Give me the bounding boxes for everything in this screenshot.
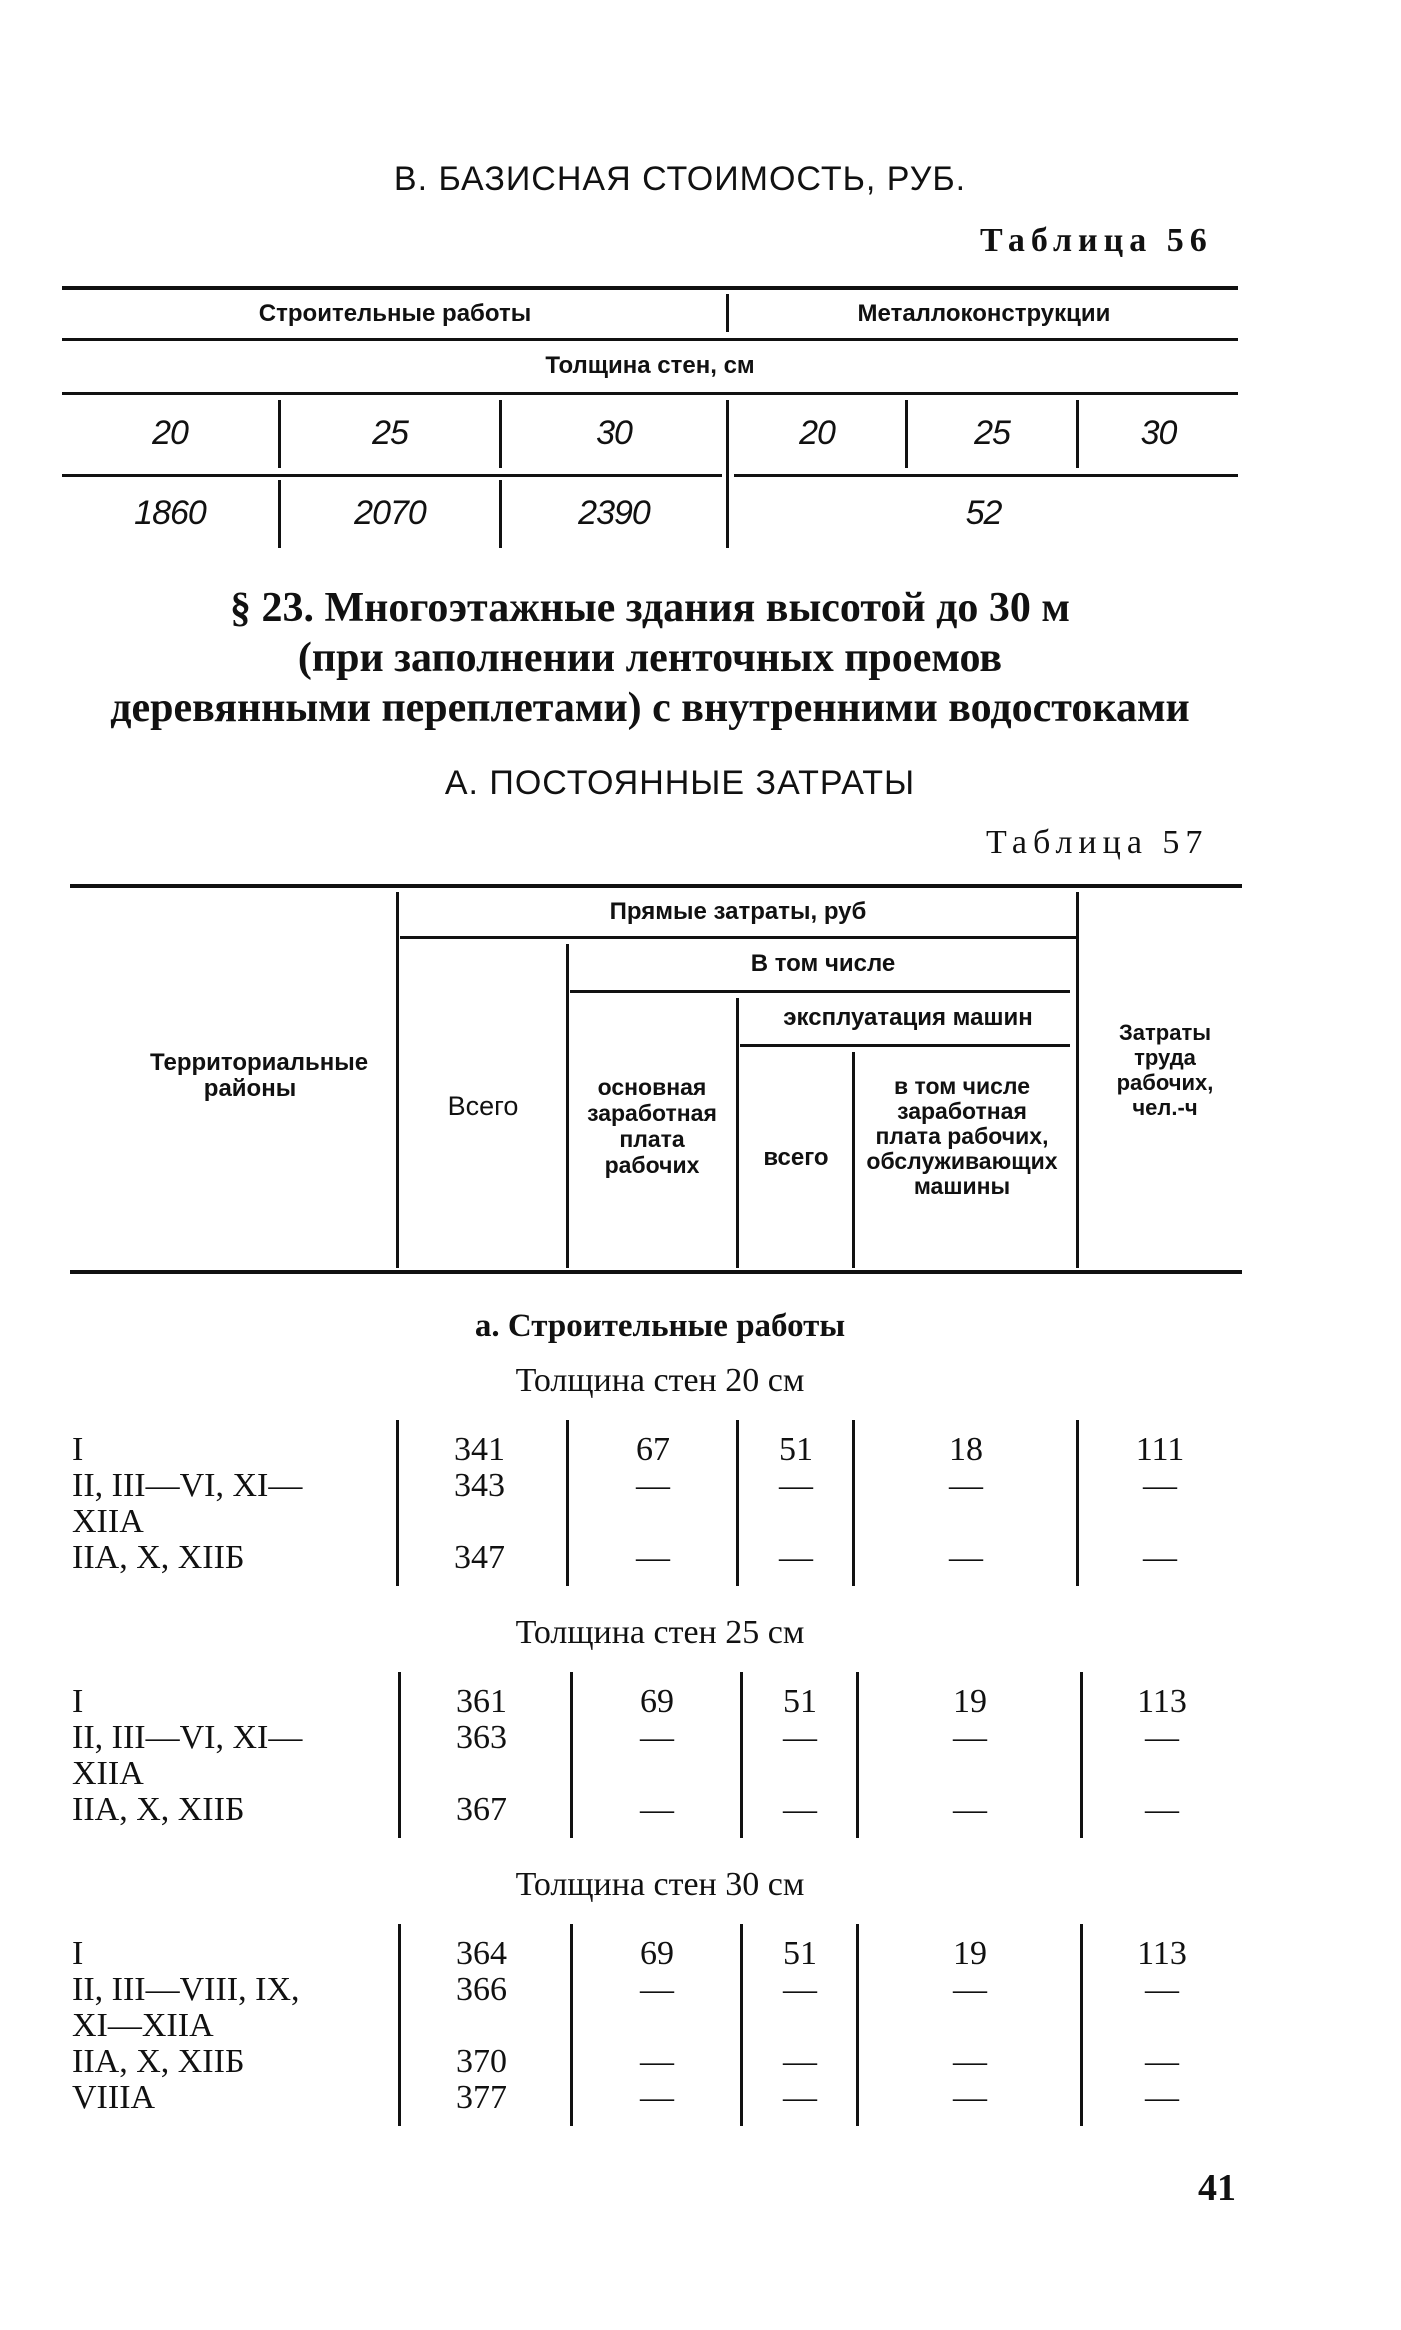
header-machine-wage: в том числе заработная плата рабочих, обслуживающих машины (866, 1073, 1058, 1199)
machine-wage-cell: 19 (953, 1935, 987, 1972)
total-cell: 377 (456, 2079, 507, 2116)
region-cell: II, III—VIII, IX, (72, 1971, 300, 2008)
wage-cell: — (640, 2079, 674, 2116)
region-cell: IIA, X, XIIБ (72, 2043, 245, 2080)
value-cell: 1860 (134, 494, 206, 532)
thickness-cell: 25 (372, 414, 408, 452)
machine-cell: — (783, 1971, 817, 2008)
total-cell: 364 (456, 1935, 507, 1972)
machine-wage-cell: — (953, 1791, 987, 1828)
machine-cell: 51 (779, 1431, 813, 1468)
machine-cell: — (783, 2079, 817, 2116)
machine-wage-cell: 19 (953, 1683, 987, 1720)
machine-wage-cell: — (949, 1539, 983, 1576)
wage-cell: 69 (640, 1935, 674, 1972)
region-cell: XI—XIIA (72, 2007, 214, 2044)
machine-cell: — (779, 1539, 813, 1576)
header-including: В том числе (750, 950, 896, 977)
table-57-label: Таблица 57 (986, 824, 1209, 861)
machine-cell: 51 (783, 1683, 817, 1720)
section-23-line-1: § 23. Многоэтажные здания высотой до 30 м (230, 585, 1070, 631)
total-cell: 347 (454, 1539, 505, 1576)
thickness-cell: 20 (152, 414, 188, 452)
region-cell: IIA, X, XIIБ (72, 1791, 245, 1828)
group-construction: Строительные работы (258, 300, 532, 327)
wage-cell: 67 (636, 1431, 670, 1468)
total-cell: 366 (456, 1971, 507, 2008)
region-cell: XIIA (72, 1503, 144, 1540)
wage-cell: 69 (640, 1683, 674, 1720)
machine-cell: — (783, 1791, 817, 1828)
thickness-cell: 25 (974, 414, 1010, 452)
machine-wage-cell: — (953, 2043, 987, 2080)
labor-cell: — (1143, 1467, 1177, 1504)
labor-cell: 113 (1137, 1935, 1187, 1972)
group-metal: Металлоконструкции (857, 300, 1111, 327)
labor-cell: 111 (1135, 1431, 1185, 1468)
section-23-line-3: деревянными переплетами) с внутренними водостоками (110, 685, 1190, 731)
group-title: Толщина стен 25 см (515, 1614, 805, 1651)
machine-wage-cell: — (949, 1467, 983, 1504)
section-a-heading: А. ПОСТОЯННЫЕ ЗАТРАТЫ (444, 764, 916, 802)
labor-cell: — (1143, 1539, 1177, 1576)
region-cell: II, III—VI, XI— (72, 1719, 303, 1756)
header-direct-costs: Прямые затраты, руб (609, 898, 867, 925)
thickness-label: Толщина стен, см (545, 352, 755, 379)
labor-cell: 113 (1137, 1683, 1187, 1720)
header-labor: Затраты труда рабочих, чел.-ч (1116, 1020, 1214, 1120)
region-cell: I (72, 1935, 84, 1972)
machine-cell: 51 (783, 1935, 817, 1972)
subsection-title: а. Строительные работы (474, 1308, 846, 1344)
table-56-label: Таблица 56 (980, 222, 1213, 259)
labor-cell: — (1145, 1971, 1179, 2008)
labor-cell: — (1145, 1791, 1179, 1828)
wage-cell: — (640, 1791, 674, 1828)
total-cell: 370 (456, 2043, 507, 2080)
region-cell: I (72, 1431, 84, 1468)
total-cell: 363 (456, 1719, 507, 1756)
header-machine-operation: эксплуатация машин (783, 1004, 1033, 1031)
region-cell: VIIIA (72, 2079, 156, 2116)
machine-wage-cell: — (953, 2079, 987, 2116)
total-cell: 341 (454, 1431, 505, 1468)
labor-cell: — (1145, 2079, 1179, 2116)
total-cell: 361 (456, 1683, 507, 1720)
group-title: Толщина стен 20 см (515, 1362, 805, 1399)
header-total: Всего (447, 1091, 519, 1121)
value-cell: 2390 (578, 494, 650, 532)
machine-wage-cell: — (953, 1971, 987, 2008)
wage-cell: — (640, 2043, 674, 2080)
machine-wage-cell: 18 (949, 1431, 983, 1468)
labor-cell: — (1145, 2043, 1179, 2080)
wage-cell: — (636, 1467, 670, 1504)
group-title: Толщина стен 30 см (515, 1866, 805, 1903)
total-cell: 367 (456, 1791, 507, 1828)
region-cell: I (72, 1683, 84, 1720)
region-cell: XIIA (72, 1755, 144, 1792)
wage-cell: — (640, 1719, 674, 1756)
section-b-heading: В. БАЗИСНАЯ СТОИМОСТЬ, РУБ. (393, 160, 967, 198)
metal-value-cell: 52 (965, 494, 1002, 532)
machine-cell: — (779, 1467, 813, 1504)
header-machine-total: всего (763, 1144, 829, 1171)
page-number: 41 (1198, 2167, 1236, 2209)
region-cell: II, III—VI, XI— (72, 1467, 303, 1504)
header-basic-wage: основная заработная плата рабочих (587, 1074, 717, 1178)
total-cell: 343 (454, 1467, 505, 1504)
thickness-cell: 30 (1140, 414, 1177, 452)
value-cell: 2070 (354, 494, 426, 532)
machine-wage-cell: — (953, 1719, 987, 1756)
region-cell: IIA, X, XIIБ (72, 1539, 245, 1576)
machine-cell: — (783, 1719, 817, 1756)
section-23-line-2: (при заполнении ленточных проемов (297, 635, 1003, 681)
wage-cell: — (636, 1539, 670, 1576)
thickness-cell: 30 (596, 414, 632, 452)
header-regions: Территориальные районы (150, 1049, 369, 1102)
wage-cell: — (640, 1971, 674, 2008)
machine-cell: — (783, 2043, 817, 2080)
thickness-cell: 20 (799, 414, 835, 452)
labor-cell: — (1145, 1719, 1179, 1756)
